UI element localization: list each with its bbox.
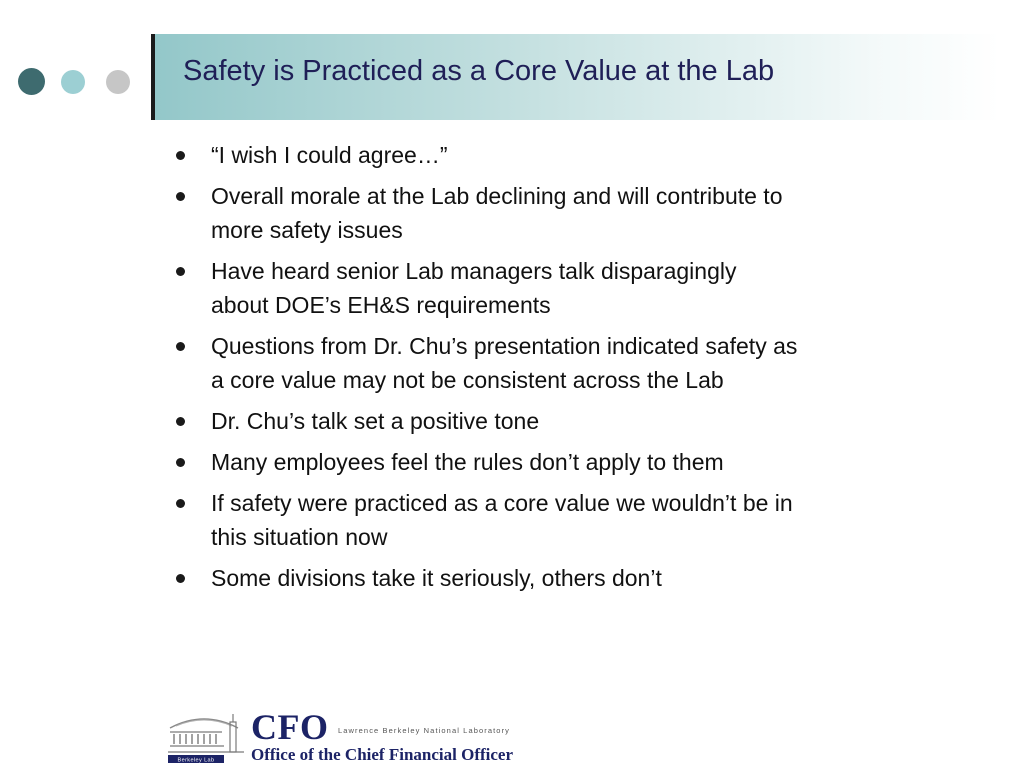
bullet-dot-icon — [176, 342, 185, 351]
slide-title: Safety is Practiced as a Core Value at the Lab — [183, 55, 775, 87]
decor-dot-teal — [61, 70, 85, 94]
building-caption: Berkeley Lab — [177, 757, 215, 764]
bullet-text-line: Questions from Dr. Chu’s presentation indicated safety as — [211, 333, 798, 359]
bullet-text-line: this situation now — [211, 524, 388, 550]
bullet-text-line: about DOE’s EH&S requirements — [211, 292, 551, 318]
bullet-text-line: Have heard senior Lab managers talk disparagingly — [211, 258, 737, 284]
bullet-text-line: more safety issues — [211, 217, 403, 243]
bullet-item — [172, 138, 962, 172]
title-divider — [151, 34, 155, 120]
cfo-logo-text: CFO — [251, 707, 329, 747]
decor-dot-dark — [18, 68, 45, 95]
bullet-list — [172, 138, 962, 602]
bullet-item — [172, 254, 962, 322]
bullet-text-line: If safety were practiced as a core value we wouldn’t be in — [211, 490, 793, 516]
bullet-item — [172, 179, 962, 247]
bullet-item — [172, 486, 962, 554]
bullet-text-line: Some divisions take it seriously, others don’t — [211, 565, 662, 591]
bullet-text-line: “I wish I could agree…” — [211, 142, 448, 168]
bullet-text-line: Many employees feel the rules don’t apply to them — [211, 449, 724, 475]
bullet-dot-icon — [176, 267, 185, 276]
bullet-item — [172, 329, 962, 397]
bullet-dot-icon — [176, 417, 185, 426]
bullet-text-line: a core value may not be consistent across the Lab — [211, 367, 724, 393]
bullet-item — [172, 561, 962, 595]
footer-logo — [166, 708, 596, 764]
bullet-dot-icon — [176, 458, 185, 467]
office-name: Office of the Chief Financial Officer — [251, 745, 514, 764]
bullet-dot-icon — [176, 499, 185, 508]
bullet-text-line: Overall morale at the Lab declining and will contribute to — [211, 183, 783, 209]
bullet-dot-icon — [176, 192, 185, 201]
bullet-item — [172, 445, 962, 479]
bullet-item — [172, 404, 962, 438]
bullet-dot-icon — [176, 574, 185, 583]
lab-name: Lawrence Berkeley National Laboratory — [338, 726, 511, 735]
bullet-dot-icon — [176, 151, 185, 160]
bullet-text-line: Dr. Chu’s talk set a positive tone — [211, 408, 540, 434]
berkeley-lab-building-icon — [166, 708, 246, 764]
decor-dot-gray — [106, 70, 130, 94]
